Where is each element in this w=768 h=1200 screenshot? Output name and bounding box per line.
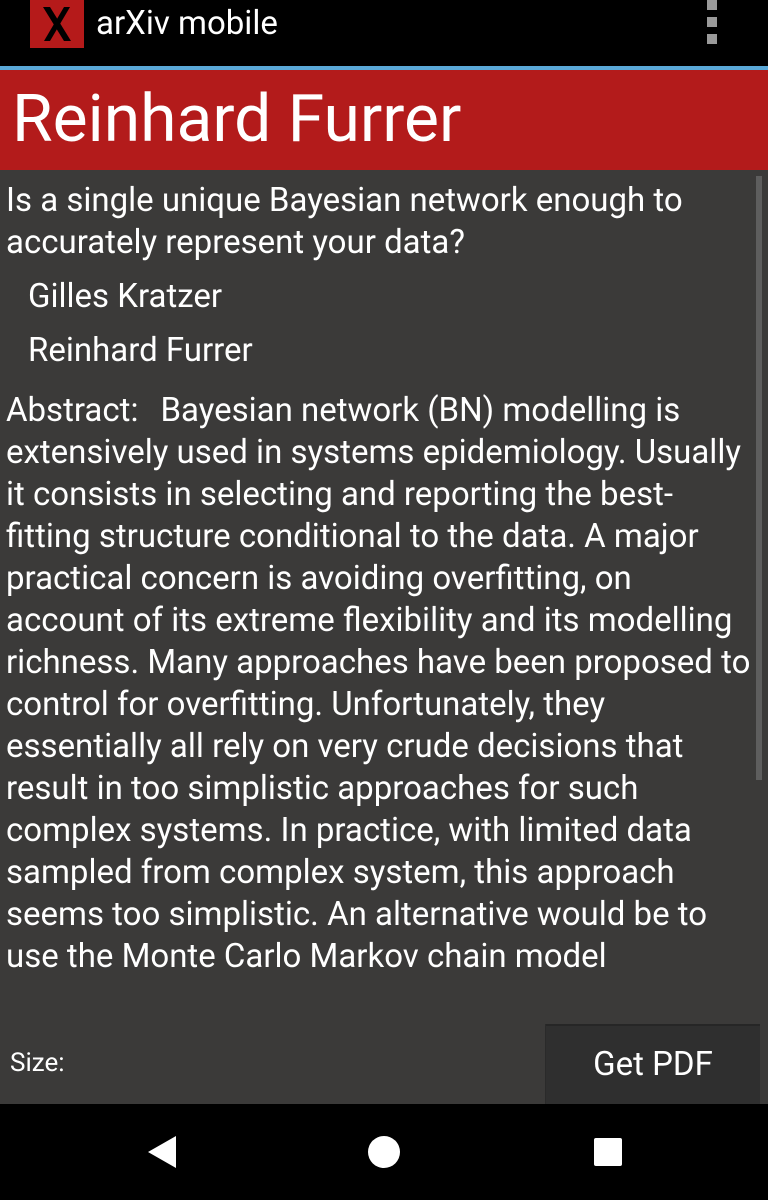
- abstract: [6, 390, 756, 1014]
- menu-dot: [707, 0, 717, 10]
- back-icon[interactable]: [144, 1134, 180, 1170]
- size-label: Size:: [10, 1048, 65, 1078]
- home-icon[interactable]: [366, 1134, 402, 1170]
- app-title: arXiv mobile: [96, 4, 278, 43]
- abstract-label: Abstract:: [6, 391, 139, 430]
- menu-dot: [707, 34, 717, 44]
- abstract-text: Bayesian network (BN) modelling is extensively used in systems epidemiology. Usually it consists in selecting and reporting the best-fitting structure conditional to the data. A major practical concern is avoiding overfitting, on account of its extreme flexibility and its modelling richness. Many approaches have been proposed to control for overfitting. Unfortunately, they essentially all rely on very crude decisions that result in too simplistic approaches for such complex systems. In practice, with limited data sampled from complex system, this approach seems too simplistic. An alternative would be to use the Monte Carlo Markov chain model: [6, 391, 751, 976]
- menu-dot: [707, 17, 717, 27]
- paper-detail[interactable]: [0, 170, 768, 1104]
- app-bar: [0, 0, 768, 66]
- paper-title: Is a single unique Bayesian network enough to accurately represent your data?: [6, 181, 683, 262]
- get-pdf-button[interactable]: Get PDF: [546, 1024, 760, 1104]
- scrollbar[interactable]: [756, 176, 762, 780]
- navigation-bar: [0, 1104, 768, 1200]
- page-title: Reinhard Furrer: [0, 70, 768, 170]
- overflow-menu-icon[interactable]: [698, 0, 726, 48]
- recents-icon[interactable]: [590, 1134, 626, 1170]
- author-item[interactable]: Reinhard Furrer: [28, 331, 253, 370]
- arxiv-logo-icon: [30, 0, 84, 48]
- author-item[interactable]: Gilles Kratzer: [28, 277, 223, 316]
